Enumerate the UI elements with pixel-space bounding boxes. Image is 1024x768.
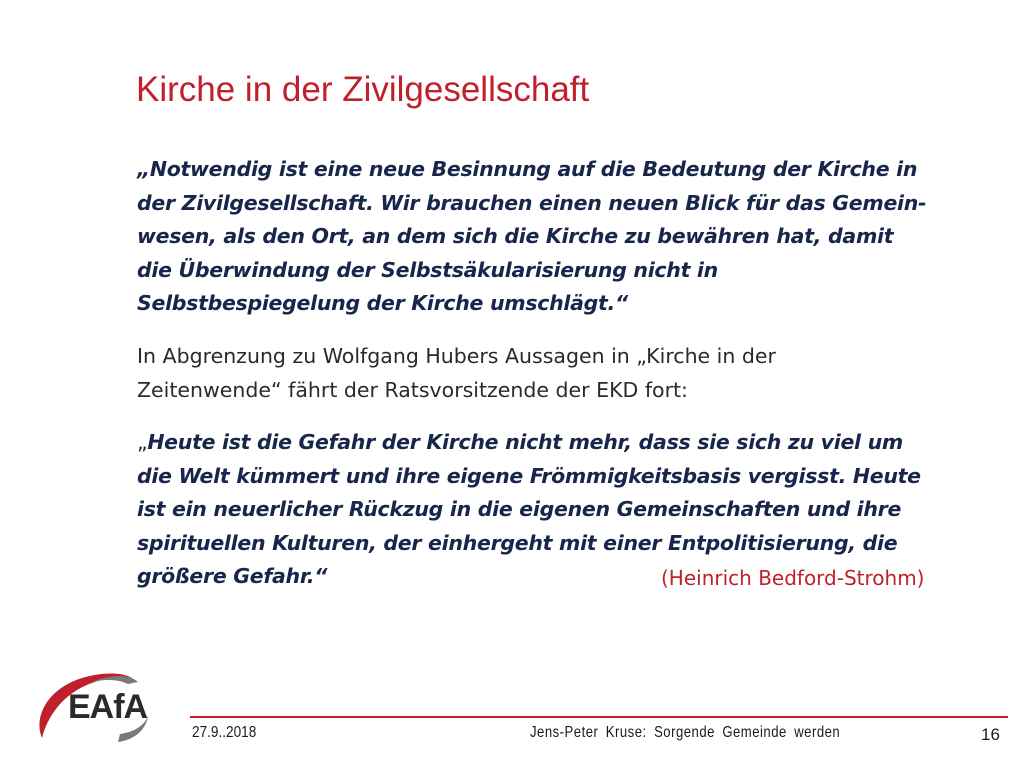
slide-title: Kirche in der Zivilgesellschaft [136,70,590,109]
paragraph-line: In Abgrenzung zu Wolfgang Hubers Aussagen in „Kirche in der [137,344,776,368]
quote2-line: ist ein neuerlicher Rückzug in die eigenen Gemeinschaften und ihre [137,497,902,521]
footer-date: 27.9..2018 [192,724,257,741]
quote1-line: die Überwindung der Selbstsäkularisierung nicht in [137,257,718,282]
quote2-first-line [137,426,967,460]
opening-quote-mark: „ [137,430,148,454]
quote1-line: wesen, als den Ort, an dem sich die Kirche zu bewähren hat, damit [137,224,894,248]
quote1-line: „Notwendig ist eine neue Besinnung auf die Bedeutung der Kirche in [137,157,918,181]
footer-author-title: Jens-Peter Kruse: Sorgende Gemeinde werden [530,724,841,741]
quote2-line: spirituellen Kulturen, der einhergeht mit einer Entpolitisierung, die [137,530,898,555]
quote2-line: größere Gefahr.“ [137,564,328,588]
paragraph-line: Zeitenwende“ fährt der Ratsvorsitzende der EKD fort: [137,377,688,402]
quote1-line: der Zivilgesellschaft. Wir brauchen einen neuen Blick für das Gemein- [137,190,927,215]
context-paragraph [137,340,967,407]
footer-divider [190,716,1008,718]
quote-block-1 [137,153,967,321]
quote2-line: Heute ist die Gefahr der Kirche nicht mehr, dass sie sich zu viel um [147,430,903,454]
quote2-line: die Welt kümmert und ihre eigene Frömmigkeitsbasis vergisst. Heute [137,463,921,488]
page-number: 16 [981,725,1000,744]
quote1-line: Selbstbespiegelung der Kirche umschlägt.“ [137,291,628,315]
logo-wordmark: EAfA [68,688,148,726]
quote-attribution: (Heinrich Bedford-Strohm) [661,566,925,590]
